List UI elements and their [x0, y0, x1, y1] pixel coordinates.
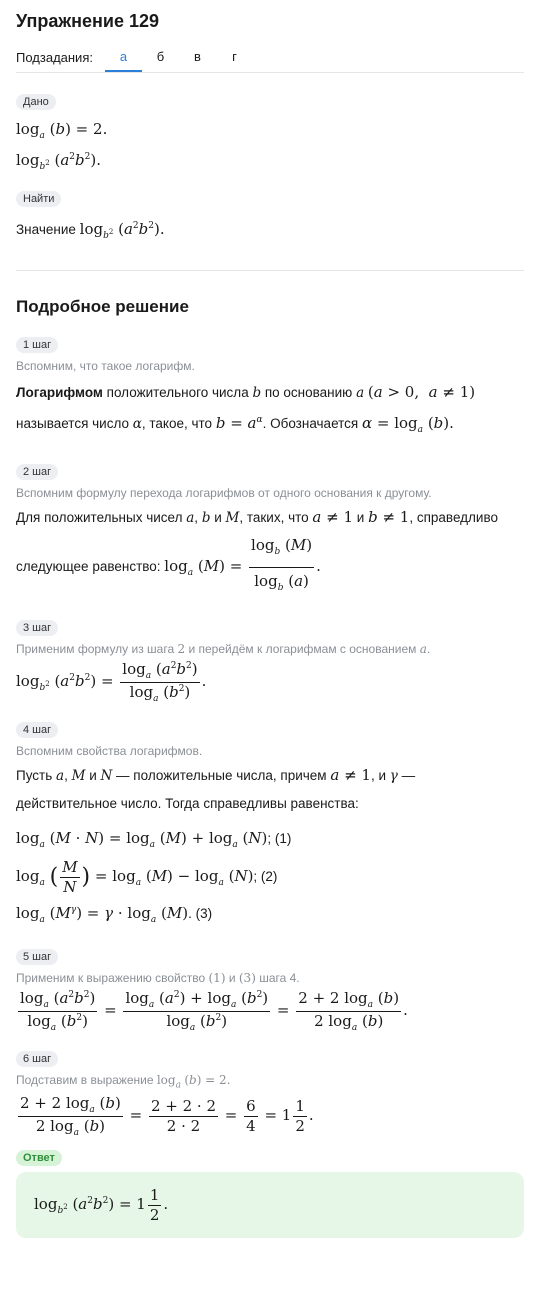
step-6-chip: 6 шаг	[16, 1051, 58, 1067]
step-4-chip: 4 шаг	[16, 722, 58, 738]
step-4-formula-3: $\log_a (M^\gamma) = \gamma \cdot \log_a (M)$. (3)	[16, 904, 213, 925]
step-3-chip: 3 шаг	[16, 620, 58, 636]
page-title: Упражнение 129	[16, 11, 160, 31]
step-5-formula: $\frac{\log_a (a^2b^2)}{\log_a (b^2)}$ = $\frac{\log_a (a^2) + \log_a (b^2)}{\log_a (b^2)}$ = $\frac{2 + 2 \log_a (b)}{2 \log_a (b)}$ .	[20, 989, 408, 1033]
answer-chip: Ответ	[16, 1150, 62, 1166]
tab-a[interactable]: а	[105, 42, 142, 72]
tab-g[interactable]: г	[232, 49, 237, 64]
step-5-chip: 5 шаг	[16, 949, 58, 965]
step-2	[16, 462, 524, 602]
step-5	[16, 947, 524, 1033]
given-formula-1: $\log_a (b) = 2$.	[16, 120, 108, 141]
answer-formula: $\log_{b^2} (a^2b^2) = 1$ $\frac{1}{2}$ .	[34, 1186, 169, 1225]
tab-b[interactable]: б	[156, 49, 165, 64]
subtasks-bar	[16, 42, 524, 73]
step-2-hint: Вспомним формулу перехода логарифмов от одного основания к другому.	[16, 486, 432, 500]
step-6	[16, 1049, 524, 1138]
answer-box	[16, 1172, 524, 1238]
step-1-chip: 1 шаг	[16, 337, 58, 353]
step-1-text: Логарифмом положительного числа b по основанию a (a > 0, a ≠ 1) называется число α, такое, что $b = a^\alpha$. Обозначается $\alpha = \log_a (b)$.	[16, 383, 476, 435]
step-3-hint: Применим формулу из шага 2 и перейдём к логарифмам с основанием a.	[16, 642, 431, 656]
given-section	[16, 92, 524, 250]
given-formula-2: $\log_{b^2} (a^2b^2)$.	[16, 151, 101, 172]
subtasks-label: Подзадания:	[16, 49, 93, 65]
step-6-hint: Подставим в выражение $\log_a (b) = 2$.	[16, 1073, 231, 1091]
given-chip: Дано	[16, 94, 56, 110]
step-4-formula-1: $\log_a (M \cdot N) = \log_a (M) + \log_a (N)$; (1)	[16, 829, 292, 850]
solution-title: Подробное решение	[16, 297, 189, 316]
find-chip: Найти	[16, 191, 61, 207]
tab-v[interactable]: в	[194, 49, 201, 64]
divider	[16, 270, 524, 271]
answer-section	[16, 1148, 524, 1238]
step-5-hint: Применим к выражению свойство (1) и (3) шага 4.	[16, 971, 300, 985]
step-4	[16, 720, 524, 925]
step-2-chip: 2 шаг	[16, 464, 58, 480]
step-4-formula-2: $\log_a$ ( $\frac{M}{N}$ ) = $\log_a (M) - \log_a (N)$; (2)	[16, 858, 278, 896]
step-1-hint: Вспомним, что такое логарифм.	[16, 359, 195, 373]
step-3-formula: $\log_{b^2} (a^2b^2)$ = $\frac{\log_a (a^2b^2)}{\log_a (b^2)}$ .	[16, 660, 207, 704]
step-2-text: Для положительных чисел a, b и M, таких, что a ≠ 1 и b ≠ 1, справедливо следующее равенство: $\log_a (M)$ = $\frac{\log_b (M)}{\log_b (a)}$ .	[16, 508, 498, 593]
step-3	[16, 618, 524, 704]
step-4-text: Пусть a, M и N — положительные числа, причем a ≠ 1, и γ — действительное число. Тогда справедливы равенства:	[16, 766, 416, 811]
step-6-formula: $\frac{2 + 2 \log_a (b)}{2 \log_a (b)}$ = $\frac{2 + 2 \cdot 2}{2 \cdot 2}$ = $\frac{6}{4}$ = 1 $\frac{1}{2}$ .	[20, 1094, 314, 1139]
find-text: Значение $\log_{b^2} (a^2b^2)$.	[16, 220, 165, 241]
step-4-hint: Вспомним свойства логарифмов.	[16, 744, 203, 758]
step-1	[16, 335, 524, 444]
